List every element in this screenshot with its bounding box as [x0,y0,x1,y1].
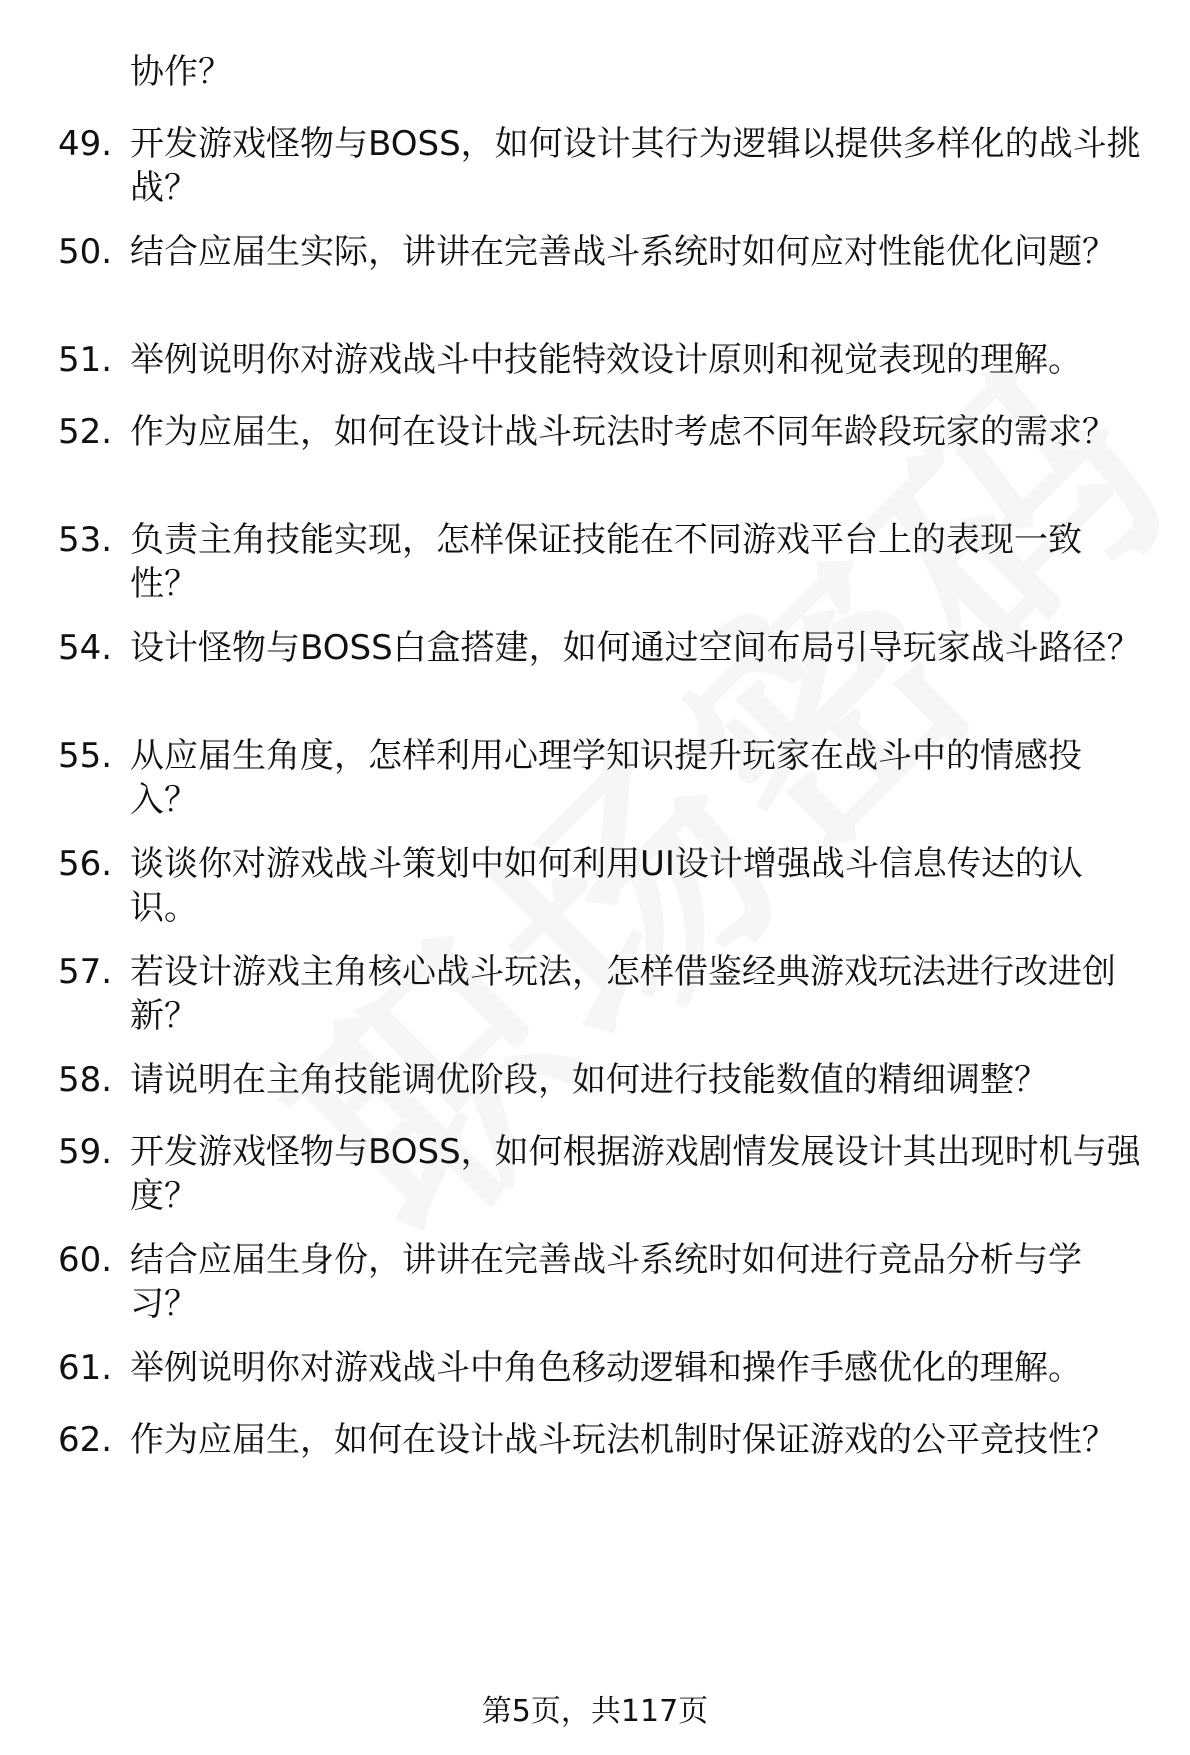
question-number: 52. [58,412,113,452]
question-item [58,338,1148,382]
question-item [58,950,1148,1038]
question-text: 设计怪物与BOSS白盒搭建，如何通过空间布局引导玩家战斗路径？ [130,628,1141,668]
question-text: 结合应届生实际，讲讲在完善战斗系统时如何应对性能优化问题？ [130,232,1116,272]
question-item [58,626,1148,670]
question-number: 53. [58,520,113,560]
previous-question-continuation: 协作？ [130,52,232,92]
question-item [58,842,1148,930]
question-number: 57. [58,952,113,992]
question-number: 58. [58,1060,113,1100]
question-text: 从应届生角度，怎样利用心理学知识提升玩家在战斗中的情感投入？ [130,736,1082,820]
question-item [58,734,1148,822]
question-number: 50. [58,232,113,272]
question-item [58,122,1148,210]
question-number: 61. [58,1348,113,1388]
question-number: 62. [58,1420,113,1460]
question-item [58,518,1148,606]
question-number: 51. [58,340,113,380]
question-text: 举例说明你对游戏战斗中角色移动逻辑和操作手感优化的理解。 [130,1348,1082,1388]
question-text: 开发游戏怪物与BOSS，如何根据游戏剧情发展设计其出现时机与强度？ [130,1132,1141,1216]
question-text: 结合应届生身份，讲讲在完善战斗系统时如何进行竞品分析与学习？ [130,1240,1082,1324]
question-text: 作为应届生，如何在设计战斗玩法时考虑不同年龄段玩家的需求？ [130,412,1116,452]
question-number: 56. [58,844,113,884]
question-text: 负责主角技能实现，怎样保证技能在不同游戏平台上的表现一致性？ [130,520,1082,604]
question-number: 60. [58,1240,113,1280]
question-item [58,230,1148,274]
question-item [58,1238,1148,1326]
question-text: 若设计游戏主角核心战斗玩法，怎样借鉴经典游戏玩法进行改进创新？ [130,952,1116,1036]
question-text: 请说明在主角技能调优阶段，如何进行技能数值的精细调整？ [130,1060,1048,1100]
question-text: 作为应届生，如何在设计战斗玩法机制时保证游戏的公平竞技性？ [130,1420,1116,1460]
page-footer: 第5页，共117页 [481,1694,709,1729]
question-item [58,1058,1148,1102]
question-number: 55. [58,736,113,776]
question-item [58,1130,1148,1218]
question-text: 举例说明你对游戏战斗中技能特效设计原则和视觉表现的理解。 [130,340,1082,380]
question-text: 开发游戏怪物与BOSS，如何设计其行为逻辑以提供多样化的战斗挑战？ [130,124,1141,208]
question-item [58,1418,1148,1462]
question-item [58,1346,1148,1390]
question-text: 谈谈你对游戏战斗策划中如何利用UI设计增强战斗信息传达的认识。 [130,844,1083,928]
question-item [58,410,1148,454]
question-number: 49. [58,124,113,164]
question-number: 59. [58,1132,113,1172]
question-number: 54. [58,628,113,668]
